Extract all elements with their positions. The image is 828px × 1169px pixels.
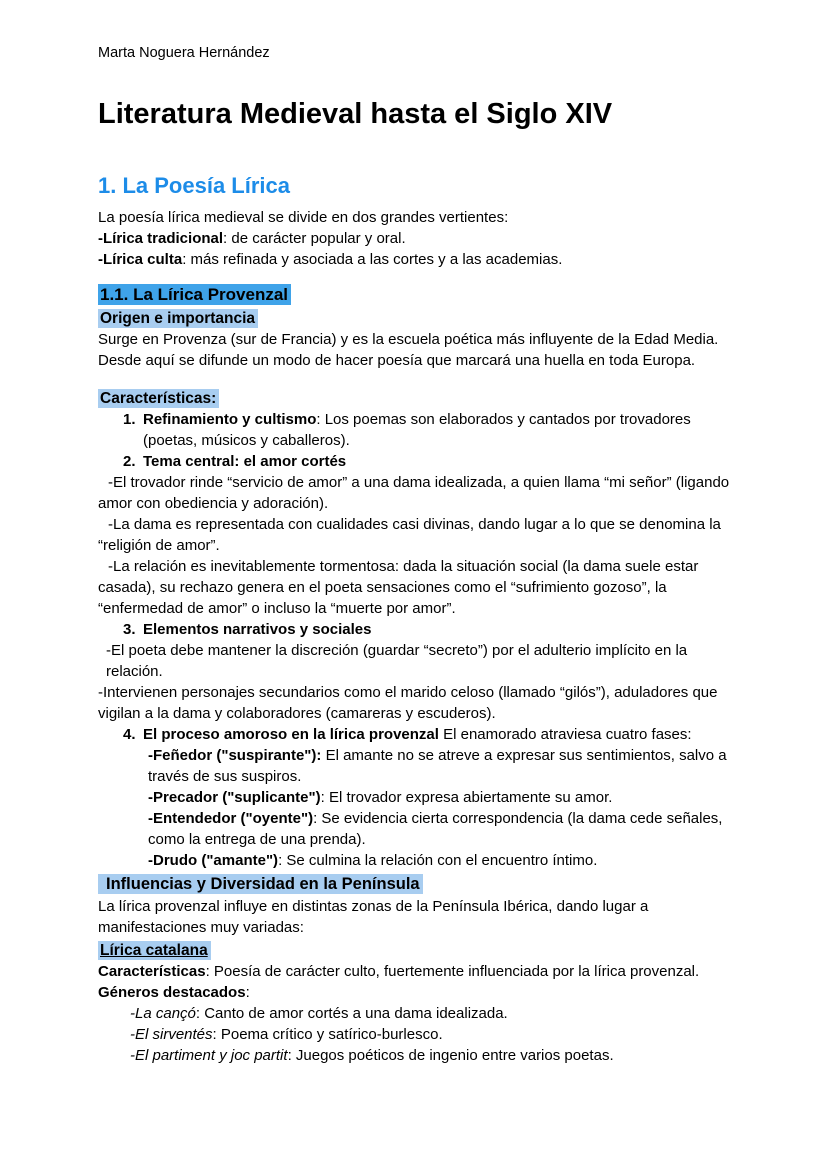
- author-line: Marta Noguera Hernández: [98, 45, 270, 61]
- fase-entendedor: [148, 808, 732, 850]
- fase-fenedor: [148, 745, 732, 787]
- fase-fenedor-text: El amante no se atreve a expresar sus sentimientos, salvo a través de sus suspiros.: [148, 747, 727, 785]
- lirica-culta-lead: -Lírica culta: [98, 251, 183, 268]
- fase-entendedor-lead: -Entendedor ("oyente"): [148, 810, 314, 827]
- dama-paragraph: -La dama es representada con cualidades casi divinas, dando lugar a lo que se denomina la “religión de amor”.: [98, 516, 721, 554]
- genero-partiment-lead: -El partiment y joc partit: [130, 1047, 288, 1064]
- list-item-2-lead: Tema central: el amor cortés: [143, 453, 347, 470]
- caracteristicas-heading: [98, 388, 732, 409]
- influencias-paragraph: La lírica provenzal influye en distintas zonas de la Península Ibérica, dando lugar a manifestaciones muy variadas:: [98, 898, 649, 936]
- genero-partiment: [130, 1045, 732, 1066]
- lirica-catalana-heading: [98, 940, 732, 961]
- list-item-3-number: 3.: [123, 621, 136, 638]
- generos-destacados-line: [98, 982, 732, 1003]
- list-item-1-number: 1.: [123, 411, 136, 428]
- section-1-1-heading-highlight: 1.1. La Lírica Provenzal: [98, 284, 291, 305]
- genero-sirventes-lead: -El sirventés: [130, 1026, 213, 1043]
- origen-heading-highlight: Origen e importancia: [98, 309, 258, 328]
- list-item-1: [98, 409, 732, 451]
- spacer: [98, 371, 732, 386]
- fase-precador-text: : El trovador expresa abiertamente su amor.: [320, 789, 613, 806]
- personajes-paragraph: -Intervienen personajes secundarios como el marido celoso (llamado “gilós”), aduladores que vigilan a la dama y colaboradores (camareras y escuderos).: [98, 684, 718, 722]
- catalana-caracteristicas-text: : Poesía de carácter culto, fuertemente influenciada por la lírica provenzal.: [205, 963, 700, 980]
- list-item-3: [98, 619, 732, 640]
- lirica-culta-text: : más refinada y asociada a las cortes y a las academias.: [182, 251, 563, 268]
- lirica-tradicional-text: : de carácter popular y oral.: [223, 230, 406, 247]
- fase-entendedor-text: : Se evidencia cierta correspondencia (la dama cede señales, como la entrega de una prenda).: [148, 810, 723, 848]
- genero-canco-lead: -La cançó: [130, 1005, 196, 1022]
- list-item-2-number: 2.: [123, 453, 136, 470]
- genero-sirventes: [130, 1024, 732, 1045]
- genero-canco: [130, 1003, 732, 1024]
- origen-paragraph: Surge en Provenza (sur de Francia) y es la escuela poética más influyente de la Edad Media. Desde aquí se difunde un modo de hacer poesía que marcará una huella en toda Europa.: [98, 331, 719, 369]
- catalana-caracteristicas-line: [98, 961, 732, 982]
- caracteristicas-heading-highlight: Características:: [98, 389, 219, 408]
- generos-destacados-lead: Géneros destacados: [98, 984, 246, 1001]
- lirica-tradicional-line: [98, 228, 732, 249]
- lirica-catalana-highlight: Lírica catalana: [98, 941, 211, 960]
- trovador-paragraph: -El trovador rinde “servicio de amor” a una dama idealizada, a quien llama “mi señor” (ligando amor con obediencia y adoración).: [98, 474, 730, 512]
- fase-drudo-lead: -Drudo ("amante"): [148, 852, 279, 869]
- influencias-heading-highlight: Influencias y Diversidad en la Península: [98, 874, 423, 894]
- genero-canco-text: : Canto de amor cortés a una dama idealizada.: [195, 1005, 508, 1022]
- list-item-2: [98, 451, 732, 472]
- lirica-tradicional-lead: -Lírica tradicional: [98, 230, 224, 247]
- genero-partiment-text: : Juegos poéticos de ingenio entre varios poetas.: [287, 1047, 614, 1064]
- fase-drudo: [148, 850, 732, 871]
- document-title: Literatura Medieval hasta el Siglo XIV: [98, 98, 613, 130]
- list-item-1-lead: Refinamiento y cultismo: [143, 411, 317, 428]
- poeta-paragraph: -El poeta debe mantener la discreción (guardar “secreto”) por el adulterio implícito en la relación.: [106, 642, 688, 680]
- catalana-caracteristicas-lead: Características: [98, 963, 206, 980]
- section-1-heading: 1. La Poesía Lírica: [98, 173, 290, 198]
- origen-heading: [98, 308, 732, 329]
- fase-precador-lead: -Precador ("suplicante"): [148, 789, 321, 806]
- list-item-4: [98, 724, 732, 745]
- list-item-4-lead: El proceso amoroso en la lírica provenzal: [143, 726, 439, 743]
- relacion-paragraph: -La relación es inevitablemente tormentosa: dada la situación social (la dama suele estar casada), su rechazo genera en el poeta sensaciones como el “sufrimiento gozoso”, la “enfermedad de amor” o incluso la “muerte por amor”.: [98, 558, 699, 617]
- list-item-1-text: : Los poemas son elaborados y cantados por trovadores (poetas, músicos y caballeros).: [143, 411, 691, 449]
- influencias-heading: [98, 873, 732, 896]
- fase-fenedor-lead: -Feñedor ("suspirante"):: [148, 747, 322, 764]
- fase-precador: [148, 787, 732, 808]
- genero-sirventes-text: : Poema crítico y satírico-burlesco.: [212, 1026, 443, 1043]
- list-item-4-number: 4.: [123, 726, 136, 743]
- list-item-3-lead: Elementos narrativos y sociales: [143, 621, 372, 638]
- section-1-1-heading: [98, 283, 732, 306]
- generos-destacados-text: :: [245, 984, 250, 1001]
- list-item-4-text: El enamorado atraviesa cuatro fases:: [438, 726, 692, 743]
- intro-paragraph: La poesía lírica medieval se divide en dos grandes vertientes:: [98, 209, 509, 226]
- lirica-culta-line: [98, 249, 732, 270]
- fase-drudo-text: : Se culmina la relación con el encuentro íntimo.: [278, 852, 598, 869]
